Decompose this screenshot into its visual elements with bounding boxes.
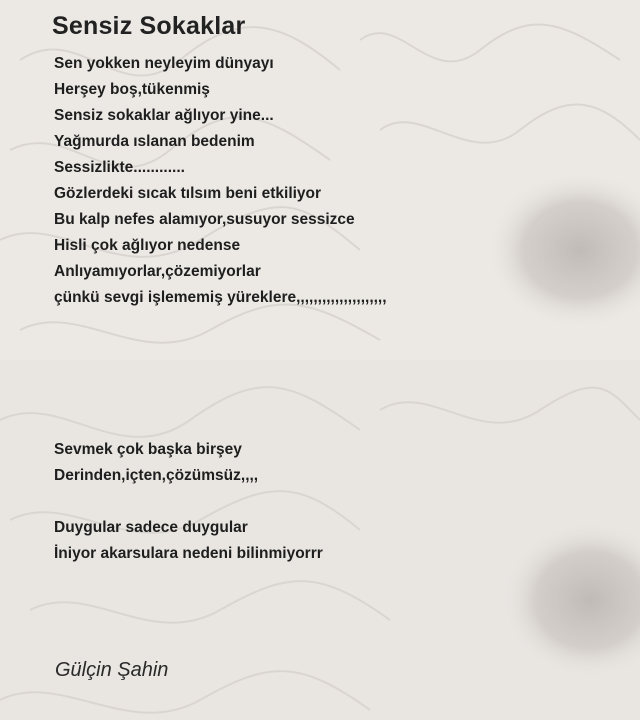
poem-line: Derinden,içten,çözümsüz,,,, xyxy=(54,467,259,484)
poem-line: Duygular sadece duygular xyxy=(54,519,248,536)
poem-title: Sensiz Sokaklar xyxy=(52,12,246,40)
author-signature: Gülçin Şahin xyxy=(55,659,169,681)
poem-line: Sen yokken neyleyim dünyayı xyxy=(54,55,274,72)
poem-line: Sevmek çok başka birşey xyxy=(54,441,242,458)
poem-line: Gözlerdeki sıcak tılsım beni etkiliyor xyxy=(54,185,322,202)
poem-line: Anlıyamıyorlar,çözemiyorlar xyxy=(54,263,261,280)
poem-line: Yağmurda ıslanan bedenim xyxy=(54,133,255,150)
poem-line: Herşey boş,tükenmiş xyxy=(54,81,210,98)
poem-line: çünkü sevgi işlememiş yüreklere,,,,,,,,,,,,,,,,,,,,, xyxy=(54,289,387,306)
poem-line: Sensiz sokaklar ağlıyor yine... xyxy=(54,107,274,124)
stanza-1 xyxy=(54,51,387,311)
stanza-2 xyxy=(54,437,258,489)
poem-line: Bu kalp nefes alamıyor,susuyor sessizce xyxy=(54,211,355,228)
poem-line: Hisli çok ağlıyor nedense xyxy=(54,237,241,254)
poem-line: İniyor akarsulara nedeni bilinmiyorrr xyxy=(54,545,323,562)
stanza-3 xyxy=(54,515,323,567)
poem-line: Sessizlikte............ xyxy=(54,159,185,176)
